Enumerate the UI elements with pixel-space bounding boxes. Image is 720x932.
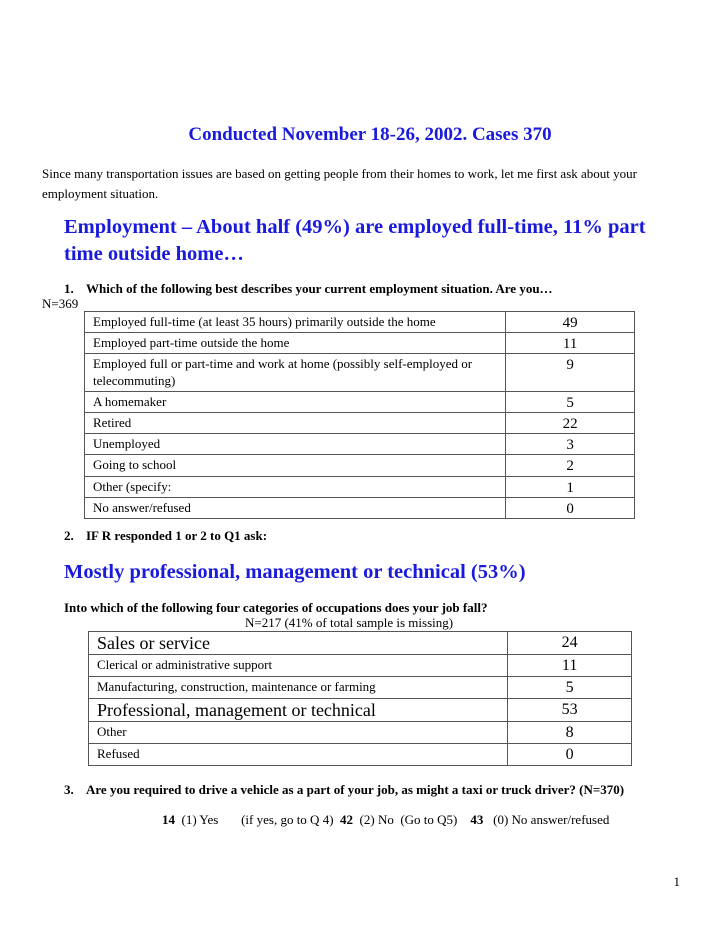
table-row — [85, 312, 635, 333]
row-label: Employed full-time (at least 35 hours) primarily outside the home — [85, 312, 506, 333]
question-text: Which of the following best describes your current employment situation. Are you… — [86, 281, 553, 296]
row-label: Retired — [85, 413, 506, 434]
row-label: Unemployed — [85, 434, 506, 455]
row-label: Other (specify: — [85, 477, 506, 498]
row-label: Employed part-time outside the home — [85, 333, 506, 354]
employment-table — [84, 311, 635, 519]
row-value: 0 — [508, 744, 632, 766]
intro-paragraph: Since many transportation issues are based on getting people from their homes to work, let me first ask about your employment situation. — [42, 166, 637, 201]
option-count: 42 — [340, 812, 354, 827]
row-label: Sales or service — [89, 632, 508, 655]
table-row — [89, 722, 632, 744]
section-heading-occupation: Mostly professional, management or technical (53%) — [64, 561, 526, 583]
row-label: Employed full or part-time and work at home (possibly self-employed or telecommuting) — [85, 354, 506, 392]
row-value: 22 — [506, 413, 635, 434]
question-2-instruction — [64, 528, 267, 544]
table-row — [85, 354, 635, 392]
row-value: 1 — [506, 477, 635, 498]
question-1 — [64, 281, 553, 297]
answer-options — [162, 812, 609, 828]
row-value: 9 — [506, 354, 635, 392]
question-number: 2. — [64, 528, 74, 543]
row-value: 11 — [508, 655, 632, 677]
table-row — [89, 632, 632, 655]
row-value: 3 — [506, 434, 635, 455]
table-row — [85, 455, 635, 477]
table-row — [89, 677, 632, 699]
page-number: 1 — [673, 874, 680, 889]
row-value: 5 — [506, 392, 635, 413]
section-heading-employment: Employment – About half (49%) are employed full-time, 11% part time outside home… — [64, 216, 646, 265]
option-text: (0) No answer/refused — [493, 812, 610, 827]
row-label: Professional, management or technical — [89, 699, 508, 722]
table-row — [89, 744, 632, 766]
row-value: 5 — [508, 677, 632, 699]
row-label: Other — [89, 722, 508, 744]
option-count: 43 — [470, 812, 484, 827]
row-value: 0 — [506, 498, 635, 519]
table-row — [85, 477, 635, 498]
row-value: 2 — [506, 455, 635, 477]
question-2-text: Into which of the following four categories of occupations does your job fall? — [64, 600, 488, 615]
table-row — [85, 333, 635, 354]
row-value: 11 — [506, 333, 635, 354]
row-value: 53 — [508, 699, 632, 722]
option-count: 14 — [162, 812, 175, 827]
row-label: Going to school — [85, 455, 506, 477]
table-row — [85, 413, 635, 434]
table-row — [85, 498, 635, 519]
option-text: (1) Yes (if yes, go to Q 4) — [181, 812, 334, 827]
instruction-text: IF R responded 1 or 2 to Q1 ask: — [86, 528, 268, 543]
row-label: Manufacturing, construction, maintenance or farming — [89, 677, 508, 699]
option-text: (2) No (Go to Q5) — [359, 812, 458, 827]
table-row — [89, 699, 632, 722]
table-row — [85, 392, 635, 413]
row-value: 24 — [508, 632, 632, 655]
row-value: 49 — [506, 312, 635, 333]
row-label: No answer/refused — [85, 498, 506, 519]
question-3 — [64, 782, 624, 798]
row-label: A homemaker — [85, 392, 506, 413]
sample-size: N=217 (41% of total sample is missing) — [245, 615, 454, 630]
question-text: Are you required to drive a vehicle as a part of your job, as might a taxi or truck driver? (N=370) — [86, 782, 625, 797]
table-row — [89, 655, 632, 677]
occupation-table — [88, 631, 632, 766]
row-value: 8 — [508, 722, 632, 744]
table-row — [85, 434, 635, 455]
row-label: Clerical or administrative support — [89, 655, 508, 677]
row-label: Refused — [89, 744, 508, 766]
question-number: 3. — [64, 782, 74, 797]
question-number: 1. — [64, 281, 74, 296]
page-title: Conducted November 18-26, 2002. Cases 370 — [188, 124, 552, 145]
sample-size: N=369 — [42, 296, 79, 311]
